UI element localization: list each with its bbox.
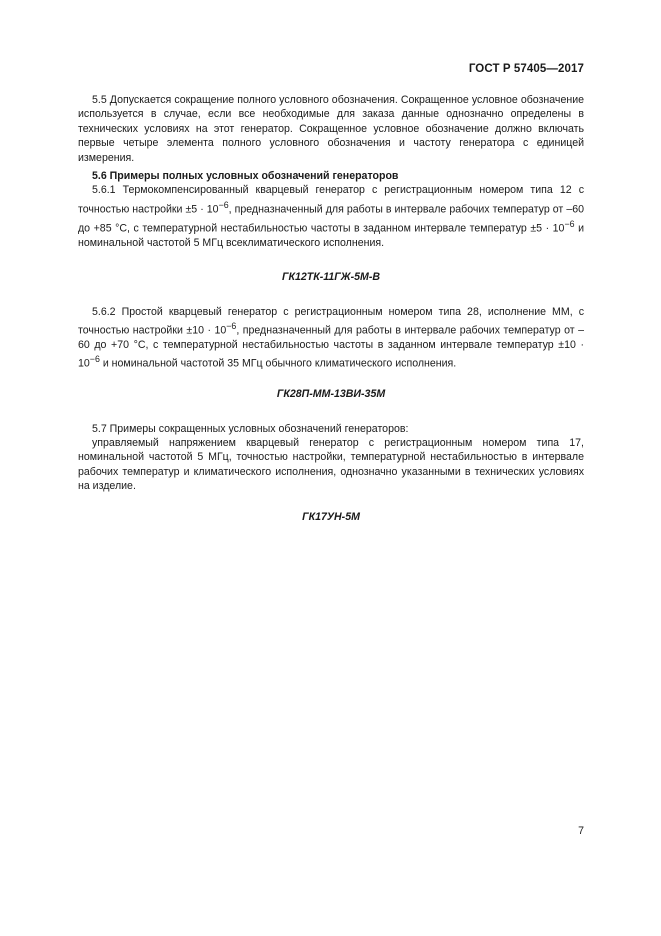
document-id: ГОСТ Р 57405—2017 [468,63,584,75]
paragraph-5-7-title: 5.7 Примеры сокращенных условных обозначений генераторов: [92,422,409,435]
document-body [78,93,584,524]
paragraph-5-6-1: 5.6.1 Термокомпенсированный кварцевый генератор с регистрационным номером типа 12 с точностью настройки $\pm 5 \cdot 10^{-6}$, предназначенный для работы в интервале рабочих температур от –60 до +85 °С, с температурной нестабильностью частоты в заданном интервале температур $\pm 5 \cdot 10^{-6}$ и номинальной частотой 5 МГц всеклиматического исполнения. [78,184,584,249]
section-title-5-6: 5.6 Примеры полных условных обозначений генераторов [92,170,399,183]
designation-example-1: ГК12ТК-11ГЖ-5М-В [281,271,381,284]
paragraph-5-6-2: 5.6.2 Простой кварцевый генератор с регистрационным номером типа 28, исполнение ММ, с точностью настройки $\pm 10 \cdot 10^{-6}$, предназначенный для работы в интервале рабочих температур от –60 до +70 °С, с температурной нестабильностью частоты в заданном интервале температур $\pm 10 \cdot 10^{-6}$ и номинальной частотой 35 МГц обычного климатического исполнения. [78,305,584,370]
paragraph-5-7-text: управляемый напряжением кварцевый генератор с регистрационным номером типа 17, номинальной частотой 5 МГц, точностью настройки, температурной нестабильностью в интервале рабочих температур и климатического исполнения, однозначно указанными в технических условиях на изделие. [78,437,584,493]
paragraph-5-5: 5.5 Допускается сокращение полного условного обозначения. Сокращенное условное обозначение используется в случае, если все необходимые для заказа данные однозначно определены в технических условиях на этот генератор. Сокращенное условное обозначение должно включать первые четыре элемента полного условного обозначения и частоту генератора с единицей измерения. [78,94,584,164]
page-number: 7 [578,825,584,837]
designation-example-2: ГК28П-ММ-13ВИ-35М [276,388,386,401]
designation-example-3: ГК17УН-5М [302,510,360,523]
